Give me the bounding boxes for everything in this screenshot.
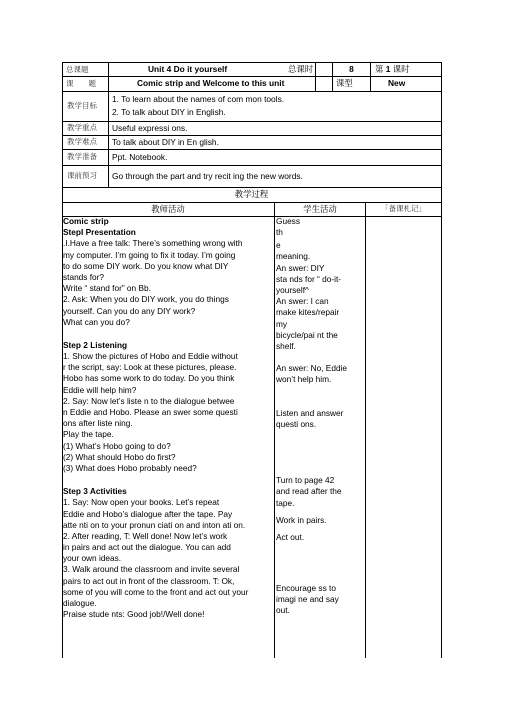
preparation-label: 教学准备	[67, 152, 97, 161]
student-line: won’t help him.	[276, 374, 332, 385]
teacher-line: r the script, say: Look at these pictures, please.	[63, 362, 237, 373]
section-heading: Comic strip	[63, 216, 109, 226]
preview-label: 课前预习	[67, 171, 97, 180]
topic-label: 课 题	[66, 79, 96, 88]
teacher-line: your own ideas.	[63, 553, 122, 564]
spacer	[63, 328, 274, 340]
teacher-line: stands for?	[63, 271, 105, 282]
student-line: shelf.	[276, 340, 296, 351]
student-line: make kites/repair	[276, 307, 340, 318]
teacher-line: my computer. I’m going to fix it today. I’m going	[63, 249, 236, 260]
teacher-line: 2. Ask: When you do DIY work, you do things	[63, 294, 229, 305]
teacher-line: Eddie will help him?	[63, 384, 137, 395]
total-topic-label: 总课题	[66, 65, 89, 74]
lesson-topic: Comic strip and Welcome to this unit	[137, 78, 285, 88]
teacher-line: What can you do?	[63, 316, 130, 327]
rule	[108, 62, 109, 187]
spacer	[276, 386, 365, 397]
rule	[62, 62, 441, 63]
key-points-text: Useful expressi ons.	[112, 123, 188, 133]
student-line: Encourage ss to	[276, 582, 336, 593]
rule	[365, 202, 366, 658]
teacher-line: Hobo has some work to do today. Do you think	[63, 373, 235, 384]
rule	[62, 76, 441, 77]
lesson-type-value: New	[388, 78, 406, 88]
process-title: 教学过程	[234, 189, 269, 199]
teacher-activities	[63, 216, 274, 620]
student-line: sta nds for “ do-it-	[276, 273, 342, 284]
student-line: An swer: I can	[276, 296, 329, 307]
student-line: imagi ne and say	[276, 593, 339, 604]
total-hours-label: 总课时	[288, 64, 314, 74]
teacher-line: atte nti on to your pronun ciati on and inton ati on.	[63, 519, 246, 530]
student-line: meaning.	[276, 251, 311, 262]
difficulties-text: To talk about DIY in En glish.	[112, 137, 219, 147]
student-line: e	[276, 240, 281, 251]
section-heading: Step 3 Activities	[63, 486, 127, 497]
teacher-line: 1. Show the pictures of Hobo and Eddie without	[63, 351, 238, 362]
rule	[315, 62, 316, 91]
spacer	[276, 397, 365, 408]
teacher-line: Write “ stand for” on Bb.	[63, 283, 151, 294]
rule	[62, 121, 441, 122]
unit-title: Unit 4 Do it yourself	[148, 64, 228, 74]
teacher-line: n Eddie and Hobo. Please an swer some questi	[63, 407, 238, 417]
teacher-line: ons after liste ning.	[63, 418, 133, 429]
lesson-type-label: 课型	[336, 78, 353, 88]
teacher-line: pairs to act out in front of the classroom. T: Ok,	[63, 575, 235, 586]
section-heading: StepI Presentation	[63, 227, 136, 238]
spacer	[63, 474, 274, 486]
student-line: questi ons.	[276, 419, 317, 430]
student-line: Act out.	[276, 531, 305, 542]
spacer	[276, 352, 365, 363]
rule	[62, 91, 441, 92]
teacher-line: yourself. Can you do any DIY work?	[63, 305, 196, 316]
student-line: Turn to page 42	[276, 475, 335, 486]
teacher-line: 2. After reading, T: Well done! Now let’s work	[63, 530, 228, 541]
teacher-line: 1. Say: Now open your books. Let’s repeat	[63, 497, 220, 508]
student-line: An swer: DIY	[276, 262, 325, 273]
teacher-column-header: 教师活动	[151, 204, 185, 214]
teacher-line: (2) What should Hobo do first?	[63, 451, 176, 462]
teacher-line: Praise stude nts: Good job!/Well done!	[63, 609, 205, 620]
difficulties-label: 教学难点	[67, 137, 97, 146]
student-line: my	[276, 318, 288, 329]
spacer	[276, 430, 365, 441]
student-line: Guess	[276, 216, 300, 226]
student-line: Listen and answer	[276, 408, 344, 418]
rule	[441, 62, 442, 658]
student-column-header: 学生活动	[303, 204, 337, 214]
teacher-line: Play the tape.	[63, 429, 114, 440]
total-hours-value: 8	[349, 64, 354, 74]
objectives-label: 教学目标	[67, 101, 97, 110]
notes-column-header: 「备课札记」	[381, 204, 426, 213]
teacher-line: (3) What does Hobo probably need?	[63, 462, 197, 473]
student-line: tape.	[276, 497, 295, 508]
teacher-line: some of you will come to the front and act out your	[63, 586, 249, 597]
preview-text: Go through the part and try recit ing the new words.	[112, 171, 303, 181]
student-line: An swer: No, Eddie	[276, 363, 348, 374]
rule	[274, 202, 275, 658]
teacher-line: 2. Say: Now let’s liste n to the dialogue betwee	[63, 395, 235, 406]
spacer	[276, 565, 365, 576]
student-line: yourself^	[276, 284, 309, 295]
teacher-line: Eddie and Hobo’s dialogue after the tape. Pay	[63, 508, 233, 519]
teacher-line: dialogue.	[63, 598, 97, 608]
student-line: bicycle/pai nt the	[276, 329, 338, 340]
student-line: Work in pairs.	[276, 514, 327, 525]
lesson-number: 第 1 课时	[375, 64, 410, 74]
preparation-text: Ppt. Notebook.	[112, 152, 168, 162]
student-activities	[276, 216, 365, 616]
student-line: out.	[276, 605, 290, 615]
spacer	[276, 554, 365, 565]
teacher-line: in pairs and act out the dialogue. You can add	[63, 542, 231, 553]
objective-line: 2. To talk about DIY in English.	[112, 107, 226, 117]
spacer	[276, 543, 365, 554]
rule	[62, 202, 441, 203]
spacer	[276, 453, 365, 464]
teacher-line: to do some DIY work. Do you know what DIY	[63, 260, 229, 271]
teacher-line: (1) What’s Hobo going to do?	[63, 440, 171, 451]
teacher-line: .I.Have a free talk: There’s something wrong with	[63, 238, 243, 249]
key-points-label: 教学重点	[67, 123, 97, 132]
rule	[62, 135, 441, 136]
rule	[62, 149, 441, 150]
student-line: and read after the	[276, 486, 342, 497]
spacer	[276, 442, 365, 453]
teacher-line: 3. Walk around the classroom and invite several	[63, 564, 240, 575]
objective-line: 1. To learn about the names of com mon tools.	[112, 94, 285, 104]
rule	[62, 165, 441, 166]
student-line: th	[276, 227, 283, 238]
rule	[62, 187, 441, 188]
spacer	[276, 464, 365, 475]
section-heading: Step 2 Listening	[63, 339, 128, 350]
rule	[370, 62, 371, 91]
